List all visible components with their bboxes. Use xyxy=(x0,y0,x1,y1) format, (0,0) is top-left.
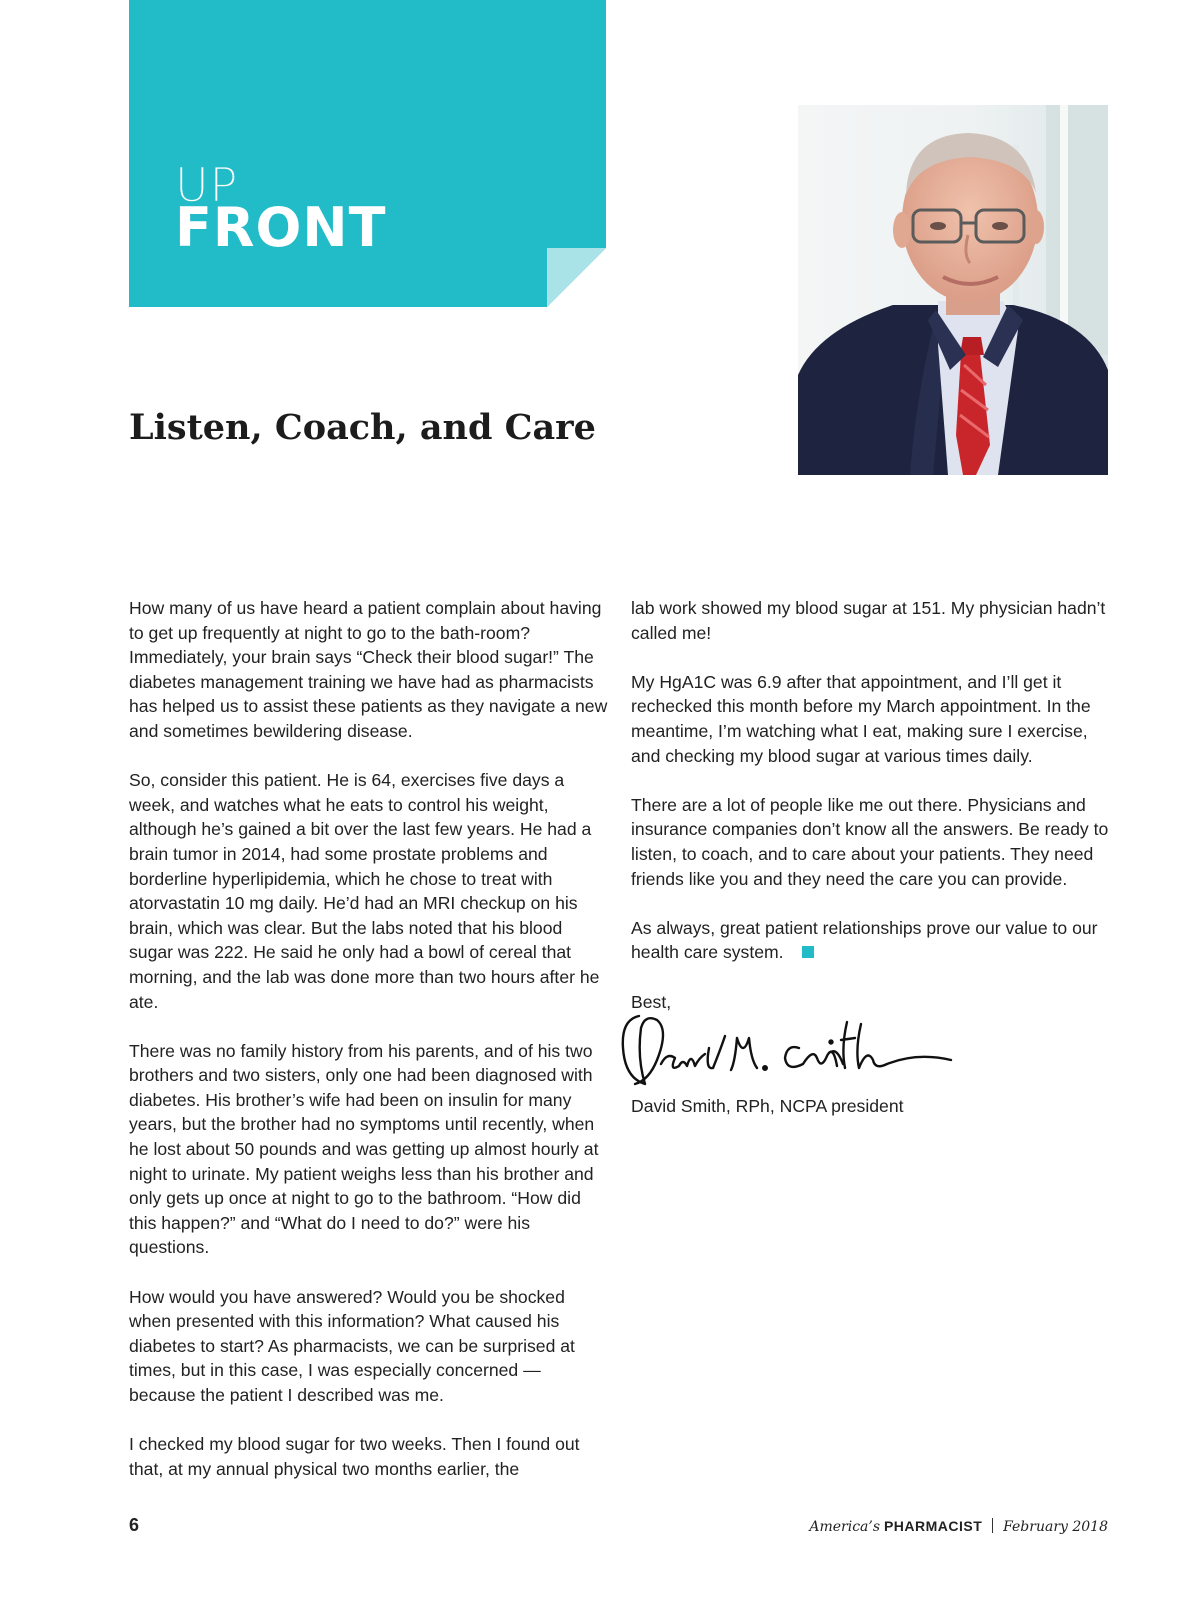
end-of-article-square-icon xyxy=(802,946,814,958)
article-paragraph: So, consider this patient. He is 64, exercises five days a week, and watches what he eats to control his weight, although he’s gained a bit over the last few years. He had a brain tumor in 2014, had some prostate problems and borderline hyperlipidemia, which he chose to treat with atorvastatin 10 mg daily. He’d had an MRI checkup on his brain, which was clear. But the labs noted that his blood sugar was 222. He said he only had a bowl of cereal that morning, and the lab was done more than two hours after he ate. xyxy=(129,770,600,1012)
article-paragraph: lab work showed my blood sugar at 151. My physician hadn’t called me! xyxy=(631,598,1106,643)
article-paragraph: How would you have answered? Would you be shocked when presented with this information? What caused his diabetes to start? As pharmacists, we can be surprised at times, but in this case, I was especially concerned — because the patient I described was me. xyxy=(129,1286,575,1405)
handwritten-signature xyxy=(617,1008,957,1094)
closing-paragraph xyxy=(631,916,1111,965)
article-paragraph: There was no family history from his parents, and of his two brothers and two sisters, only one had been diagnosed with diabetes. His brother’s wife had been on insulin for many years, but the brother had no symptoms until recently, when he lost about 50 pounds and was getting up almost hourly at night to urinate. My patient weighs less than his brother and only gets up once at night to go to the bathroom. “How did this happen?” and “What do I need to do?” were his questions. xyxy=(129,1040,599,1258)
article-paragraph: My HgA1C was 6.9 after that appointment, and I’ll get it rechecked this month before my March appointment. In the meantime, I’m watching what I eat, making sure I exercise, and checking my blood sugar at various times daily. xyxy=(631,671,1091,766)
publication-prefix: America’s xyxy=(809,1519,881,1535)
article-column-left xyxy=(129,596,609,1506)
footer-divider xyxy=(992,1518,993,1533)
article-paragraph: As always, great patient relationships prove our value to our health care system. xyxy=(631,917,1098,963)
up-front-banner xyxy=(129,0,606,307)
footer-publication xyxy=(809,1516,1108,1537)
article-paragraph: I checked my blood sugar for two weeks. Then I found out that, at my annual physical two months earlier, the xyxy=(129,1434,580,1479)
signature-name: David Smith, RPh, NCPA president xyxy=(631,1096,904,1117)
article-paragraph: There are a lot of people like me out there. Physicians and insurance companies don’t know all the answers. Be ready to listen, to coach, and to care about your patients. They need friends like you and they need the care you can provide. xyxy=(631,794,1109,889)
section-label-front: FRONT xyxy=(175,196,387,259)
closing-salutation: Best, xyxy=(631,991,672,1012)
article-headline: Listen, Coach, and Care xyxy=(129,407,596,448)
page-number: 6 xyxy=(129,1515,140,1535)
article-column-right xyxy=(631,596,1111,1143)
section-label-up: UP xyxy=(175,158,239,212)
banner-page-curl xyxy=(547,248,606,307)
publication-name: PHARMACIST xyxy=(883,1518,983,1534)
article-paragraph: How many of us have heard a patient complain about having to get up frequently at night to go to the bath-room? Immediately, your brain says “Check their blood sugar!” The diabetes management training we have had as pharmacists has helped us to assist these patients as they navigate a new and sometimes bewildering disease. xyxy=(129,598,608,741)
author-portrait xyxy=(798,105,1108,475)
issue-date: February 2018 xyxy=(1003,1519,1108,1535)
